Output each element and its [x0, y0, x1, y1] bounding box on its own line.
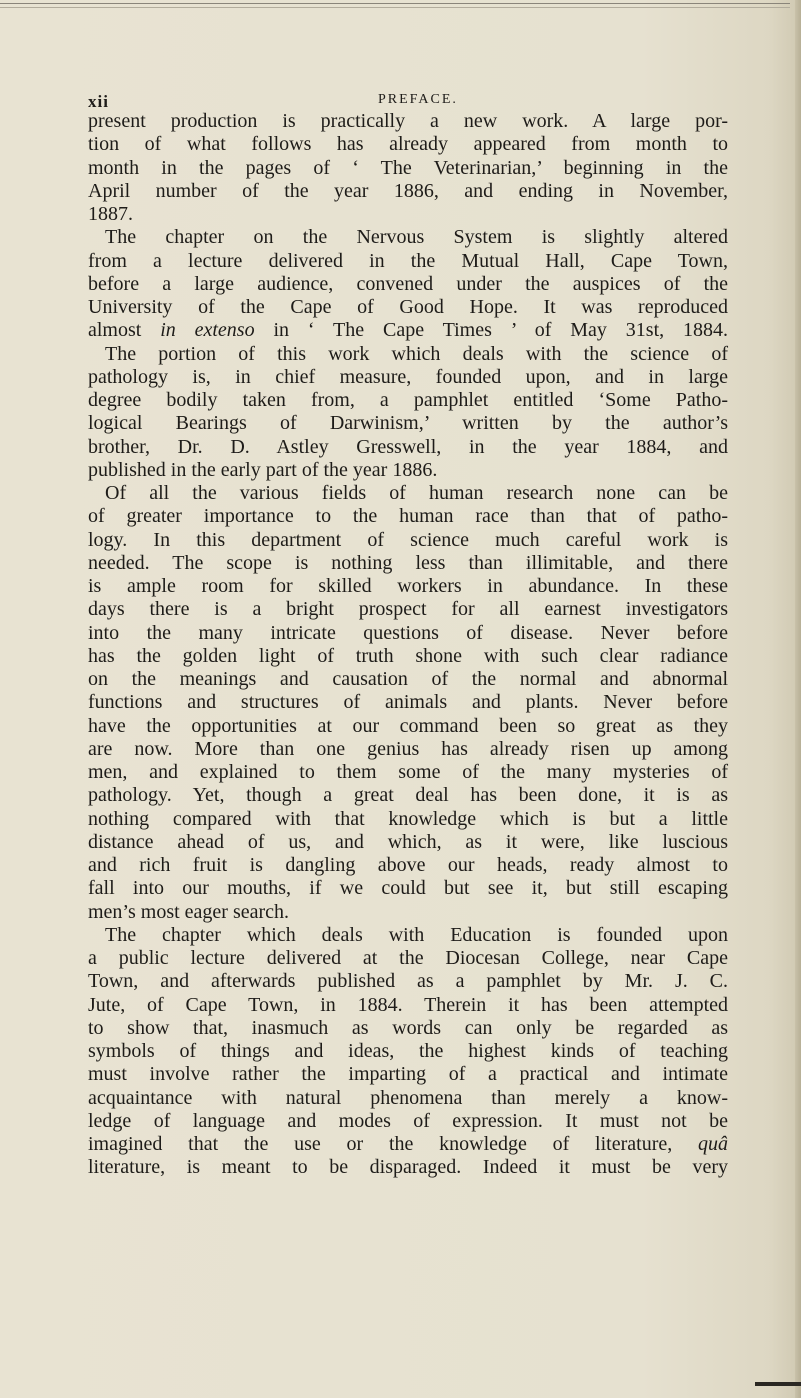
text-line: logy. In this department of science much careful work is — [88, 528, 728, 551]
text-line: The chapter on the Nervous System is slightly altered — [105, 226, 728, 249]
text-line: literature, is meant to be disparaged. Indeed it must be very — [88, 1156, 728, 1179]
text-line: degree bodily taken from, a pamphlet entitled ‘Some Patho- — [88, 389, 728, 411]
italic-phrase: in extenso — [160, 319, 255, 342]
page-header — [0, 92, 801, 112]
text-line: ledge of language and modes of expression. It must not be — [88, 1109, 728, 1132]
text-line: are now. More than one genius has already risen up among — [88, 737, 728, 760]
text-line: into the many intricate questions of disease. Never before — [88, 621, 728, 644]
text-line: has the golden light of truth shone with such clear radiance — [88, 644, 728, 667]
text-line: Of all the various fields of human research none can be — [105, 482, 728, 504]
text-line: men’s most eager search. — [88, 900, 290, 923]
text-line: pathology is, in chief measure, founded upon, and in large — [88, 365, 728, 388]
text-line: functions and structures of animals and plants. Never before — [88, 691, 728, 714]
text-line: from a lecture delivered in the Mutual Hall, Cape Town, — [88, 249, 728, 272]
body-text — [88, 110, 728, 1180]
text-line: month in the pages of ‘ The Veterinarian,’ beginning in the — [88, 156, 728, 179]
top-rule — [0, 3, 790, 4]
text-line: almost in extenso in ‘ The Cape Times ’ of May 31st, 1884. — [88, 319, 728, 342]
running-head: PREFACE. — [378, 92, 458, 107]
text-line: days there is a bright prospect for all earnest investigators — [88, 598, 728, 621]
text-line: distance ahead of us, and which, as it were, like luscious — [88, 830, 728, 853]
text-line: present production is practically a new work. A large por- — [88, 110, 728, 132]
text-line: symbols of things and ideas, the highest kinds of teaching — [88, 1040, 728, 1062]
text-line: of greater importance to the human race than that of patho- — [88, 505, 728, 528]
top-rule-secondary — [0, 7, 790, 8]
text-line: to show that, inasmuch as words can only be regarded as — [88, 1016, 728, 1039]
text-line: a public lecture delivered at the Diocesan College, near Cape — [88, 947, 728, 969]
text-line: published in the early part of the year 1886. — [88, 458, 438, 481]
text-line: Jute, of Cape Town, in 1884. Therein it has been attempted — [88, 993, 728, 1016]
text-line: The chapter which deals with Education is founded upon — [105, 923, 728, 946]
page-number: xii — [88, 92, 109, 111]
text-line: before a large audience, convened under the auspices of the — [88, 272, 728, 295]
text-line: University of the Cape of Good Hope. It was reproduced — [88, 296, 728, 318]
text-line: needed. The scope is nothing less than illimitable, and there — [88, 551, 728, 574]
italic-phrase: quâ — [698, 1133, 728, 1155]
text-line: pathology. Yet, though a great deal has been done, it is as — [88, 784, 728, 807]
text-line: have the opportunities at our command been so great as they — [88, 714, 728, 737]
text-line: imagined that the use or the knowledge of literature, quâ — [88, 1133, 728, 1155]
text-line: must involve rather the imparting of a practical and intimate — [88, 1063, 728, 1086]
text-line: The portion of this work which deals with the science of — [105, 342, 728, 365]
text-line: and rich fruit is dangling above our heads, ready almost to — [88, 854, 728, 876]
text-line: April number of the year 1886, and ending in November, — [88, 179, 728, 202]
text-line: fall into our mouths, if we could but see it, but still escaping — [88, 877, 728, 900]
text-line: logical Bearings of Darwinism,’ written by the author’s — [88, 412, 728, 435]
text-line: men, and explained to them some of the many mysteries of — [88, 761, 728, 783]
text-line: on the meanings and causation of the normal and abnormal — [88, 668, 728, 690]
text-line: tion of what follows has already appeared from month to — [88, 133, 728, 156]
corner-mark — [755, 1382, 801, 1386]
text-line: is ample room for skilled workers in abundance. In these — [88, 575, 728, 597]
text-line: nothing compared with that knowledge which is but a little — [88, 807, 728, 830]
text-line: Town, and afterwards published as a pamphlet by Mr. J. C. — [88, 970, 728, 993]
page-edge — [795, 0, 801, 1398]
text-line: acquaintance with natural phenomena than merely a know- — [88, 1086, 728, 1109]
text-line: 1887. — [88, 203, 133, 225]
text-line: brother, Dr. D. Astley Gresswell, in the year 1884, and — [88, 435, 728, 458]
